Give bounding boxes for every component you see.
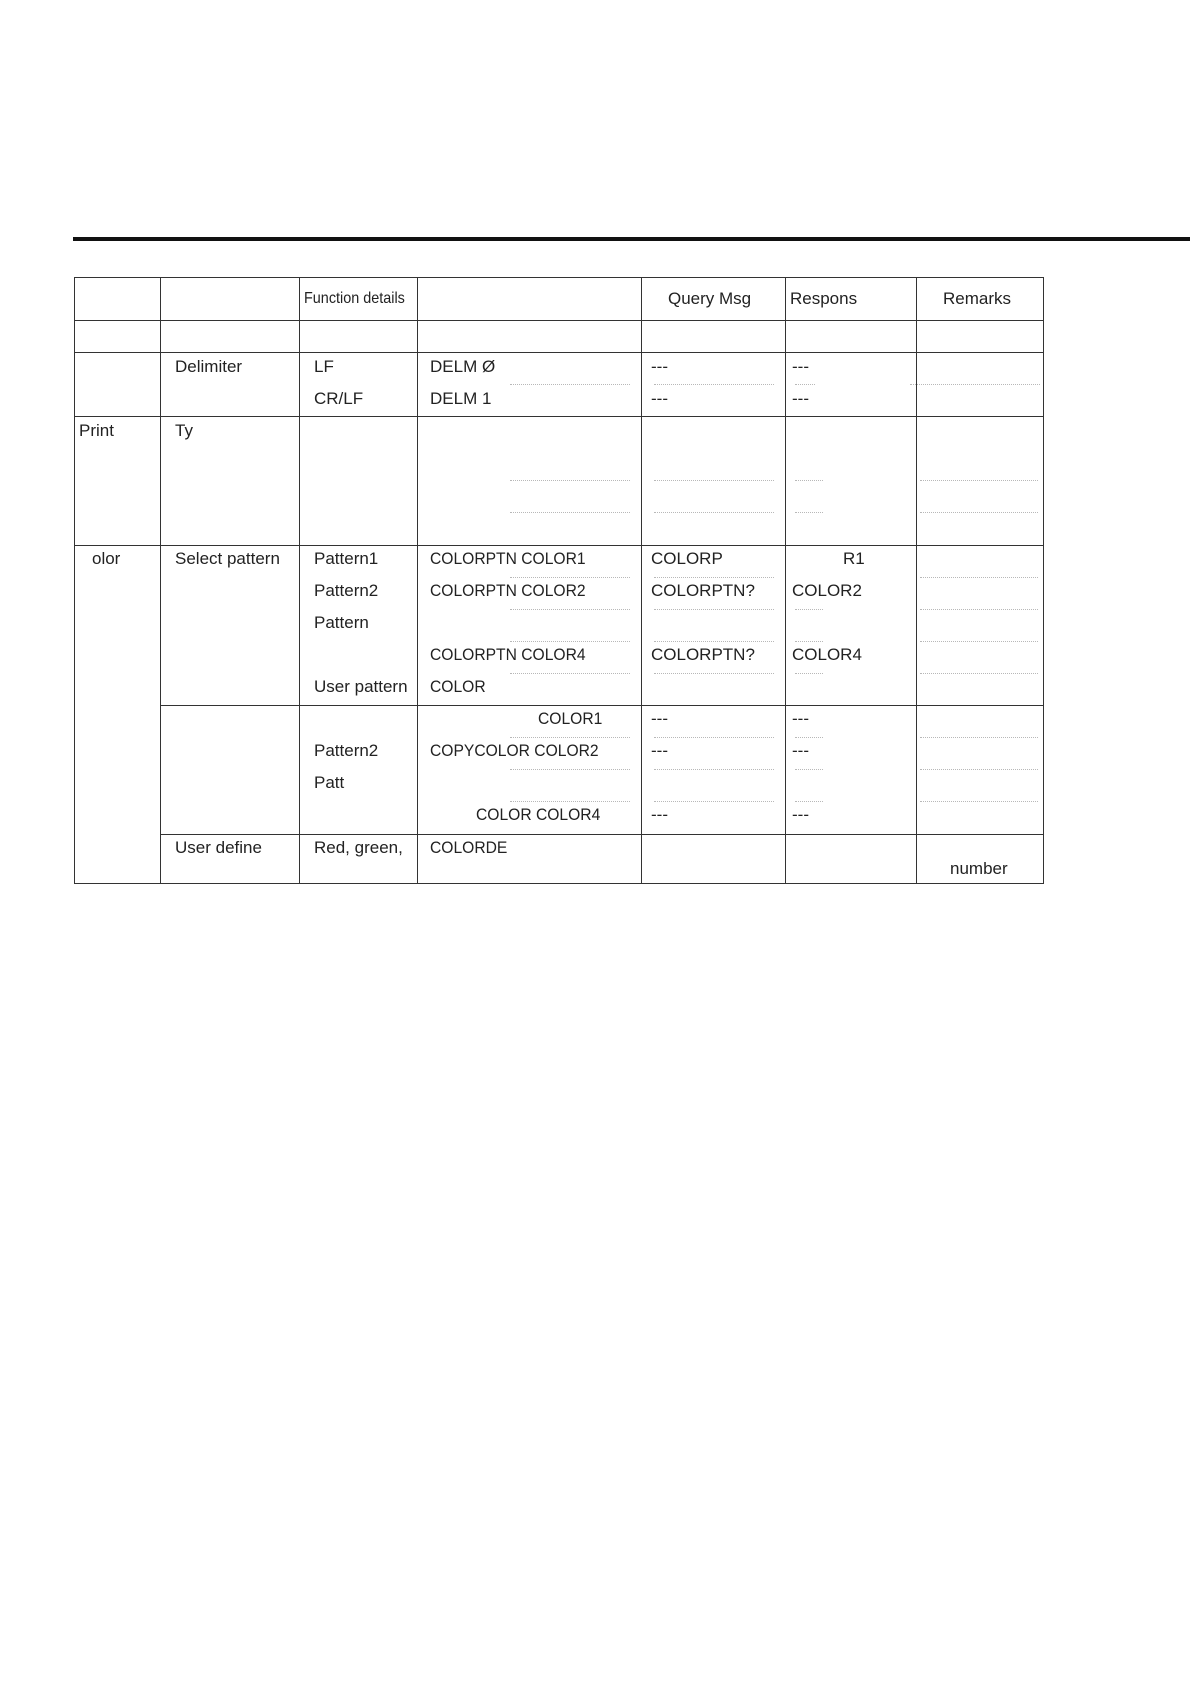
delimiter-query: --- xyxy=(651,357,668,376)
dotted-guide xyxy=(510,641,630,642)
dotted-guide xyxy=(654,673,774,674)
pattern-response: COLOR2 xyxy=(792,581,862,600)
dotted-guide xyxy=(654,769,774,770)
user-define-remarks: number xyxy=(950,859,1008,878)
copy-pattern-command: COPYCOLOR COLOR2 xyxy=(430,741,599,760)
copy-pattern-detail: Pattern2 xyxy=(314,741,379,760)
user-define-detail: Red, green, xyxy=(314,838,403,857)
dotted-guide xyxy=(654,801,774,802)
copy-pattern-query: --- xyxy=(651,709,668,728)
dotted-guide xyxy=(654,384,774,385)
dotted-guide xyxy=(510,512,630,513)
dotted-guide xyxy=(920,480,1038,481)
pattern-query: COLORP xyxy=(651,549,723,568)
dotted-guide xyxy=(795,673,823,674)
header-query-msg: Query Msg xyxy=(668,289,752,308)
pattern-response: R1 xyxy=(843,549,865,568)
dotted-guide xyxy=(654,577,774,578)
delimiter-command: DELM Ø xyxy=(430,357,496,376)
pattern-command: COLORPTN COLOR1 xyxy=(430,549,586,568)
column-divider xyxy=(417,277,418,884)
delimiter-label: Delimiter xyxy=(175,357,243,376)
pattern-query: COLORPTN? xyxy=(651,645,755,664)
copy-pattern-response: --- xyxy=(792,741,809,760)
row-divider xyxy=(74,320,1043,321)
delimiter-response: --- xyxy=(792,357,809,376)
header-remarks: Remarks xyxy=(943,289,1012,308)
copy-pattern-command: COLOR1 xyxy=(538,709,603,728)
column-divider xyxy=(160,277,161,884)
copy-pattern-detail: Patt xyxy=(314,773,345,792)
dotted-guide xyxy=(795,737,823,738)
row-divider xyxy=(160,705,1043,706)
dotted-guide xyxy=(795,609,823,610)
delimiter-command: DELM 1 xyxy=(430,389,492,408)
table-border-top xyxy=(74,277,1043,278)
print-type-label: Ty xyxy=(175,421,193,440)
delimiter-detail-lf: LF xyxy=(314,357,334,376)
dotted-guide xyxy=(795,801,823,802)
delimiter-query: --- xyxy=(651,389,668,408)
dotted-guide xyxy=(510,609,630,610)
pattern-detail: Pattern2 xyxy=(314,581,379,600)
dotted-guide xyxy=(910,384,1040,385)
dotted-guide xyxy=(510,737,630,738)
row-divider xyxy=(74,545,1043,546)
dotted-guide xyxy=(510,673,630,674)
dotted-guide xyxy=(510,801,630,802)
table-border-left xyxy=(74,277,75,884)
pattern-query: COLORPTN? xyxy=(651,581,755,600)
dotted-guide xyxy=(654,609,774,610)
pattern-detail: Pattern1 xyxy=(314,549,379,568)
dotted-guide xyxy=(795,641,823,642)
column-divider xyxy=(641,277,642,884)
dotted-guide xyxy=(654,737,774,738)
pattern-response: COLOR4 xyxy=(792,645,862,664)
print-category: Print xyxy=(79,421,114,440)
dotted-guide xyxy=(510,384,630,385)
select-pattern-label: Select pattern xyxy=(175,549,280,568)
dotted-guide xyxy=(920,512,1038,513)
dotted-guide xyxy=(654,641,774,642)
dotted-guide xyxy=(795,769,823,770)
pattern-command: COLOR xyxy=(430,677,486,696)
table-border-right xyxy=(1043,277,1044,884)
dotted-guide xyxy=(654,512,774,513)
column-divider xyxy=(299,277,300,884)
user-define-command: COLORDE xyxy=(430,838,508,857)
dotted-guide xyxy=(920,641,1038,642)
dotted-guide xyxy=(920,737,1038,738)
dotted-guide xyxy=(920,673,1038,674)
dotted-guide xyxy=(920,577,1038,578)
pattern-command: COLORPTN COLOR4 xyxy=(430,645,586,664)
dotted-guide xyxy=(920,769,1038,770)
dotted-guide xyxy=(654,480,774,481)
dotted-guide xyxy=(510,480,630,481)
column-divider xyxy=(785,277,786,884)
dotted-guide xyxy=(795,384,815,385)
copy-pattern-query: --- xyxy=(651,805,668,824)
copy-pattern-command: COLOR COLOR4 xyxy=(476,805,601,824)
user-define-label: User define xyxy=(175,838,262,857)
pattern-command: COLORPTN COLOR2 xyxy=(430,581,586,600)
copy-pattern-response: --- xyxy=(792,805,809,824)
copy-pattern-response: --- xyxy=(792,709,809,728)
column-divider xyxy=(916,277,917,884)
dotted-guide xyxy=(510,577,630,578)
row-divider xyxy=(74,416,1043,417)
delimiter-response: --- xyxy=(792,389,809,408)
header-respons: Respons xyxy=(790,289,858,308)
dotted-guide xyxy=(920,801,1038,802)
dotted-guide xyxy=(795,512,823,513)
table-border-bottom xyxy=(74,883,1043,884)
delimiter-detail-crlf: CR/LF xyxy=(314,389,364,408)
dotted-guide xyxy=(920,609,1038,610)
copy-pattern-query: --- xyxy=(651,741,668,760)
dotted-guide xyxy=(795,480,823,481)
pattern-detail: Pattern xyxy=(314,613,369,632)
pattern-detail: User pattern xyxy=(314,677,408,696)
color-category: olor xyxy=(92,549,121,568)
row-divider xyxy=(160,834,1043,835)
dotted-guide xyxy=(510,769,630,770)
header-function-details: Function details xyxy=(304,290,405,307)
row-divider xyxy=(74,352,1043,353)
